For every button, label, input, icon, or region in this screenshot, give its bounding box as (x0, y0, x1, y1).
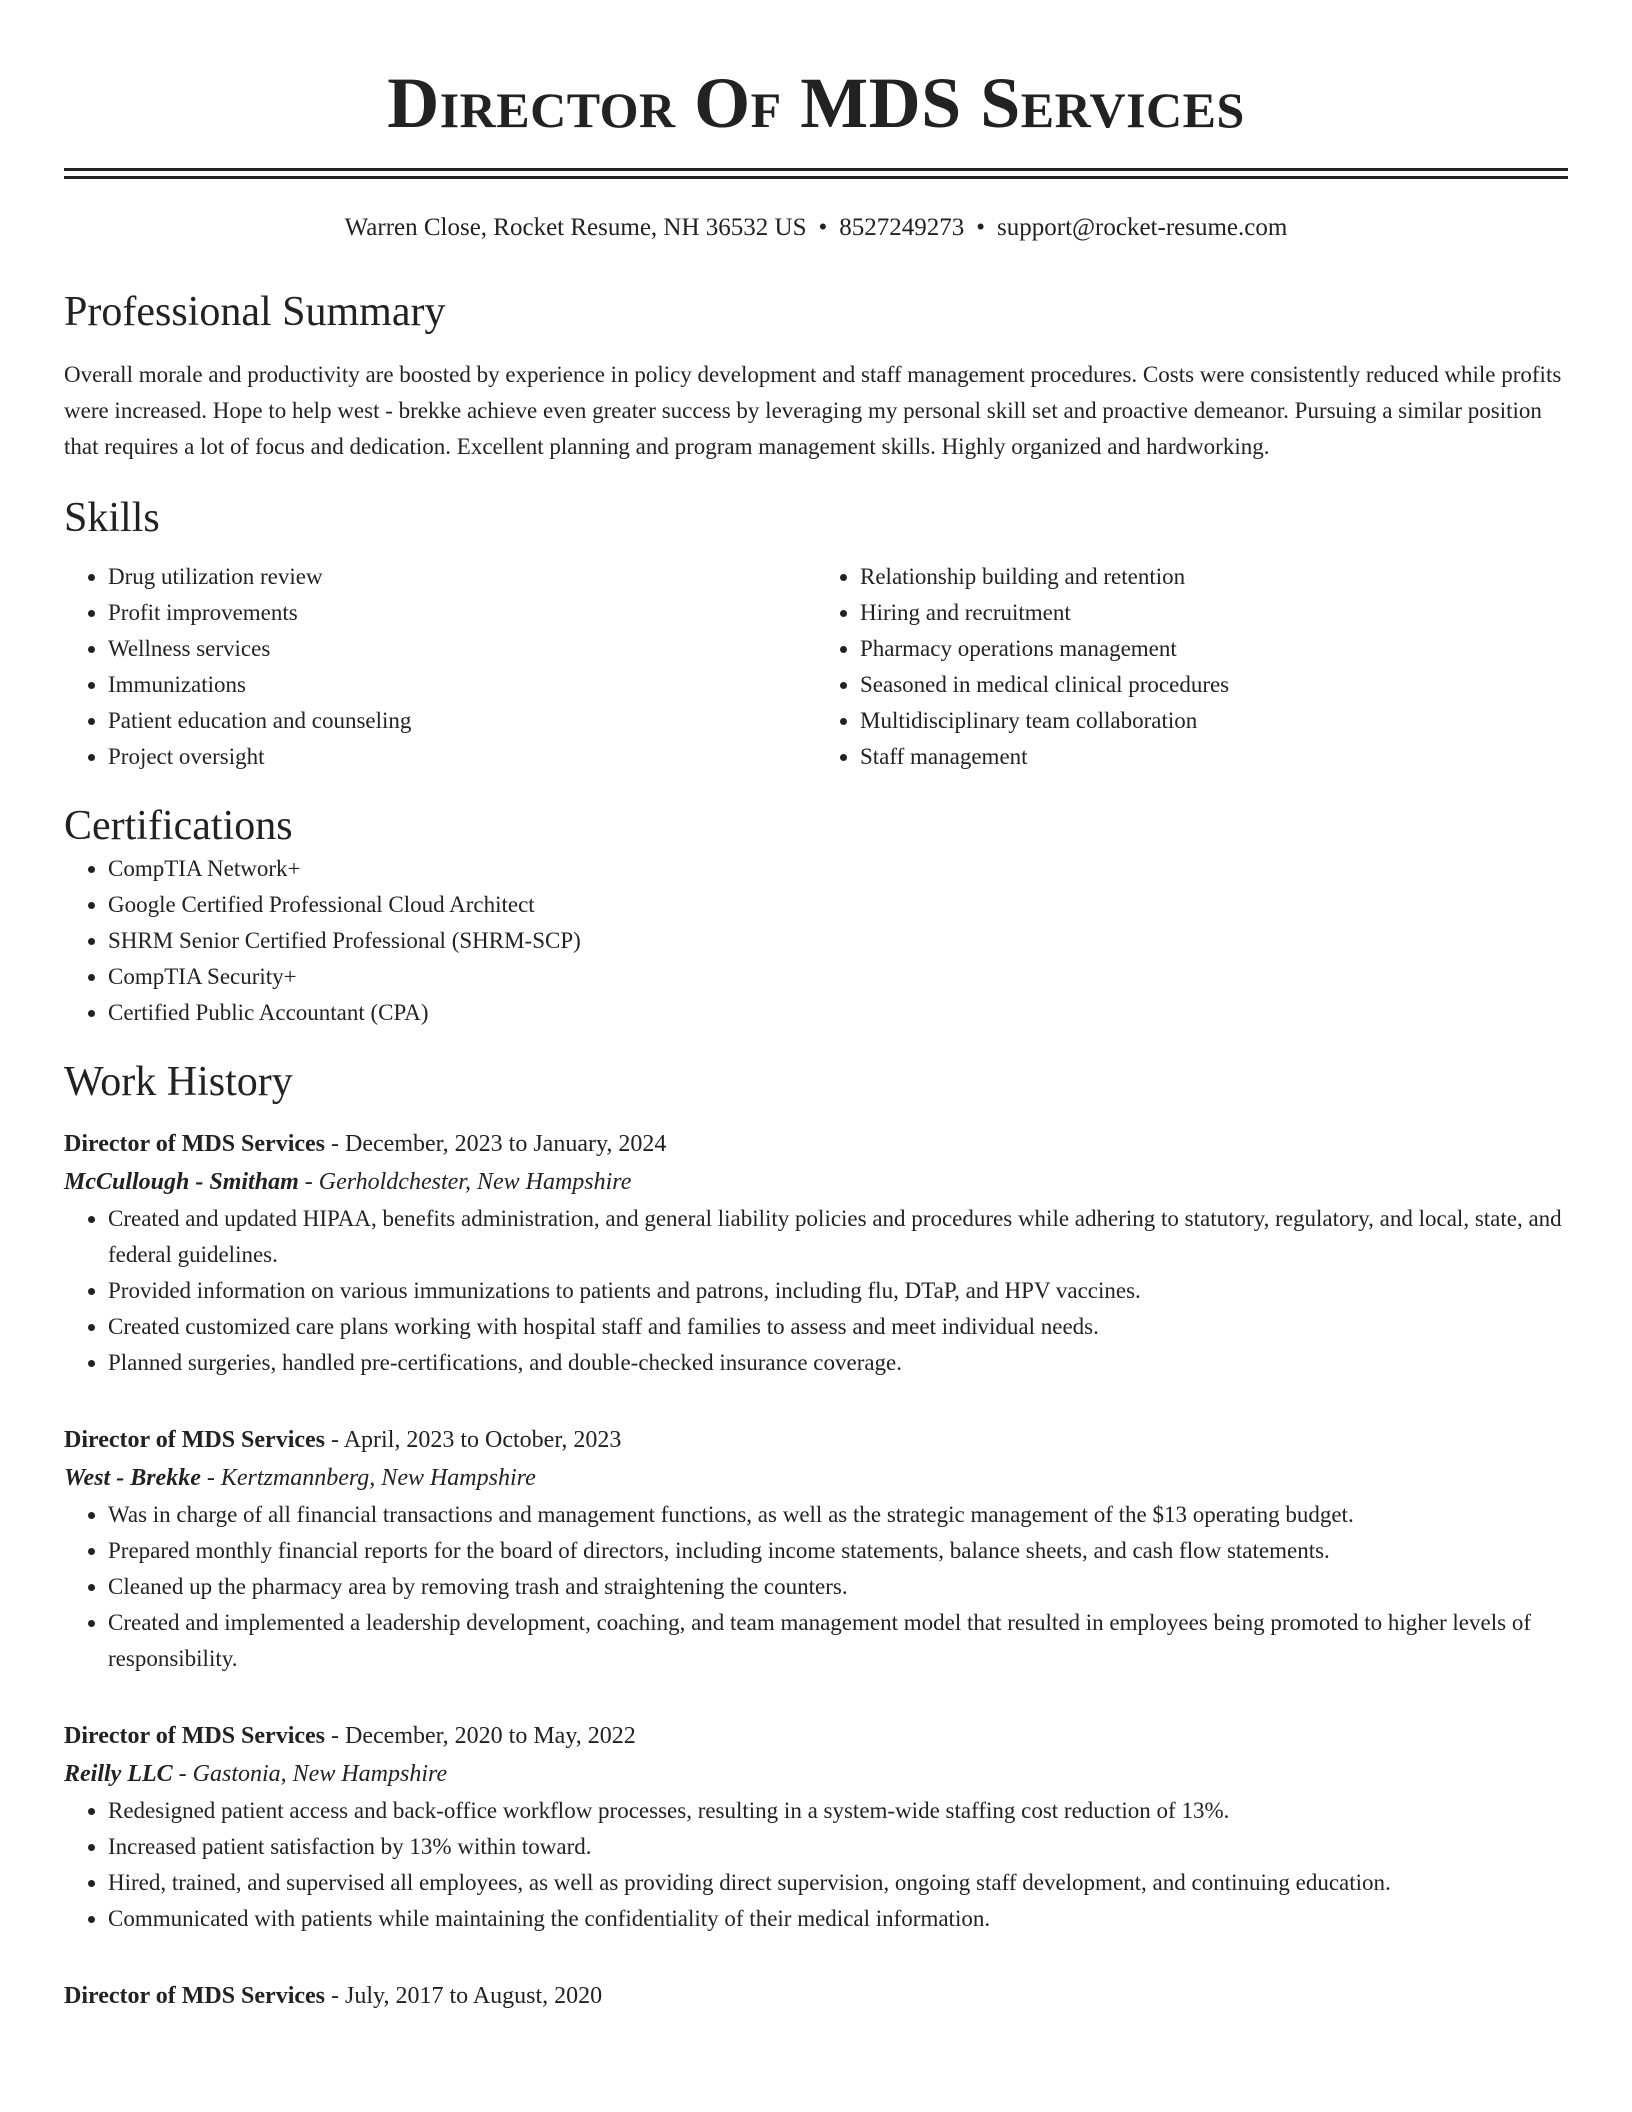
skills-columns (64, 559, 1568, 775)
job-company-line (64, 1459, 1568, 1497)
job-duty: • Prepared monthly financial reports for the board of directors, including income statements, balance sheets, and cash flow statements. (108, 1533, 1568, 1569)
skill-item: • Drug utilization review (108, 559, 816, 595)
page-title: Director Of MDS Services (387, 63, 1245, 143)
contact-address: Warren Close, Rocket Resume, NH 36532 US (344, 214, 807, 241)
skill-item: • Profit improvements (108, 595, 816, 631)
job-company-line (64, 1163, 1568, 1201)
skill-item: • Pharmacy operations management (860, 631, 1568, 667)
skill-item: • Seasoned in medical clinical procedures (860, 667, 1568, 703)
job-duties (64, 1793, 1568, 1937)
skill-item: • Multidisciplinary team collaboration (860, 703, 1568, 739)
job-duty: • Created customized care plans working with hospital staff and families to assess and meet individual needs. (108, 1309, 1568, 1345)
job-location: - Gerholdchester, New Hampshire (298, 1169, 632, 1195)
skill-item: • Staff management (860, 739, 1568, 775)
job-duty: • Provided information on various immunizations to patients and patrons, including flu, DTaP, and HPV vaccines. (108, 1273, 1568, 1309)
job-entry (64, 1717, 1568, 1937)
job-dates: - April, 2023 to October, 2023 (325, 1427, 622, 1453)
job-duty: • Was in charge of all financial transactions and management functions, as well as the strategic management of the $13 operating budget. (108, 1497, 1568, 1533)
job-entry (64, 1125, 1568, 1381)
contact-phone: 8527249273 (839, 214, 965, 241)
skill-item: • Project oversight (108, 739, 816, 775)
job-duties (64, 1201, 1568, 1381)
work-history-heading: Work History (64, 1059, 293, 1105)
certification-item: • CompTIA Security+ (108, 959, 1568, 995)
job-location: - Gastonia, New Hampshire (172, 1761, 448, 1787)
job-duty: • Created and implemented a leadership development, coaching, and team management model that resulted in employees being promoted to higher levels of responsibility. (108, 1605, 1568, 1677)
job-company-line (64, 1755, 1568, 1793)
skill-item: • Immunizations (108, 667, 816, 703)
summary-text: Overall morale and productivity are boosted by experience in policy development and staff management procedures. Costs were consistently reduced while profits were increased. Hope to help west - brekke achieve even greater success by leveraging my personal skill set and proactive demeanor. Pursuing a similar position that requires a lot of focus and dedication. Excellent planning and program management skills. Highly organized and hardworking. (64, 362, 1562, 459)
job-title: Director of MDS Services (64, 1723, 326, 1749)
job-dates: - December, 2023 to January, 2024 (325, 1131, 667, 1157)
job-duty: • Communicated with patients while maintaining the confidentiality of their medical information. (108, 1901, 1568, 1937)
job-title: Director of MDS Services (64, 1427, 326, 1453)
contact-separator: • (976, 214, 986, 241)
job-title: Director of MDS Services (64, 1983, 326, 2009)
skill-item: • Hiring and recruitment (860, 595, 1568, 631)
job-dates: - December, 2020 to May, 2022 (325, 1723, 636, 1749)
job-entry (64, 1421, 1568, 1677)
certifications-list (64, 851, 1568, 1031)
contact-separator: • (818, 214, 828, 241)
contact-line (64, 213, 1568, 243)
job-duty: • Increased patient satisfaction by 13% within toward. (108, 1829, 1568, 1865)
certification-item: • Certified Public Accountant (CPA) (108, 995, 1568, 1031)
job-title-line (64, 1977, 1568, 2015)
contact-email: support@rocket-resume.com (997, 214, 1288, 241)
skills-heading: Skills (64, 495, 160, 541)
job-duty: • Created and updated HIPAA, benefits administration, and general liability policies and procedures while adhering to statutory, regulatory, and local, state, and federal guidelines. (108, 1201, 1568, 1273)
job-duty: • Planned surgeries, handled pre-certifications, and double-checked insurance coverage. (108, 1345, 1568, 1381)
job-dates: - July, 2017 to August, 2020 (325, 1983, 603, 2009)
job-location: - Kertzmannberg, New Hampshire (200, 1465, 536, 1491)
job-company: McCullough - Smitham (64, 1169, 299, 1195)
skills-list-left (64, 559, 816, 775)
certification-item: • SHRM Senior Certified Professional (SHRM-SCP) (108, 923, 1568, 959)
job-title-line (64, 1125, 1568, 1163)
skill-item: • Relationship building and retention (860, 559, 1568, 595)
job-company: West - Brekke (64, 1465, 201, 1491)
certification-item: • CompTIA Network+ (108, 851, 1568, 887)
job-title-line (64, 1421, 1568, 1459)
job-duty: • Hired, trained, and supervised all employees, as well as providing direct supervision, ongoing staff development, and continuing education. (108, 1865, 1568, 1901)
certifications-heading: Certifications (64, 803, 293, 849)
job-duties (64, 1497, 1568, 1677)
certification-item: • Google Certified Professional Cloud Architect (108, 887, 1568, 923)
summary-heading: Professional Summary (64, 289, 446, 335)
skills-list-right (816, 559, 1568, 775)
title-double-rule (64, 168, 1568, 179)
resume-page (64, 0, 1568, 2015)
job-entry (64, 1977, 1568, 2015)
job-duty: • Redesigned patient access and back-office workflow processes, resulting in a system-wide staffing cost reduction of 13%. (108, 1793, 1568, 1829)
skill-item: • Wellness services (108, 631, 816, 667)
skill-item: • Patient education and counseling (108, 703, 816, 739)
job-title: Director of MDS Services (64, 1131, 326, 1157)
job-duty: • Cleaned up the pharmacy area by removing trash and straightening the counters. (108, 1569, 1568, 1605)
job-company: Reilly LLC (64, 1761, 173, 1787)
job-title-line (64, 1717, 1568, 1755)
